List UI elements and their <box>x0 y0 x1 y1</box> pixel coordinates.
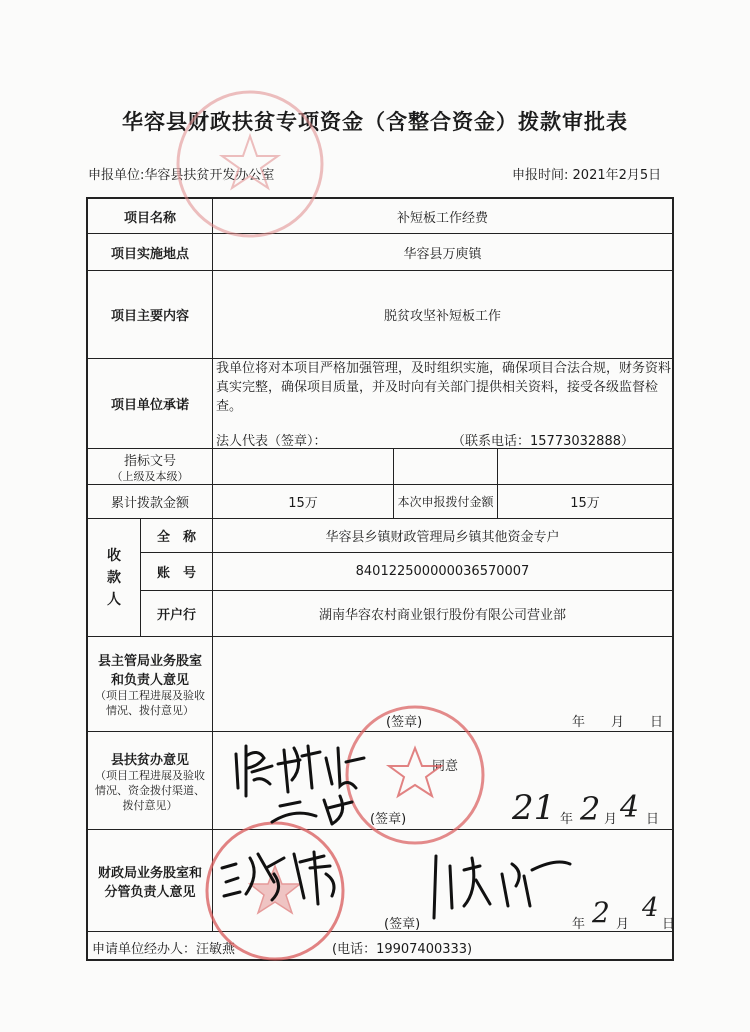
county-dept-sign: (签章) <box>386 715 423 730</box>
county-dept-label-2: 和负责人意见 <box>110 673 189 688</box>
top-seal-stamp <box>170 84 330 244</box>
poverty-office-date-day: 4 <box>620 790 640 825</box>
finance-cell <box>88 830 212 931</box>
footer-handler: 申请单位经办人：汪敏燕 <box>92 942 236 957</box>
poverty-office-sub: （项目工程进展及验收情况、资金拨付渠道、拨付意见） <box>95 768 205 812</box>
doc-no-label: 指标文号 <box>123 453 176 469</box>
payee-account-value: 840122500000036570007 <box>355 564 530 579</box>
location-value: 华容县万庾镇 <box>403 246 482 262</box>
current-amount-value: 15万 <box>570 496 600 511</box>
project-name-value: 补短板工作经费 <box>396 210 488 226</box>
poverty-office-y: 年 <box>560 812 574 827</box>
payee-label: 收款人 <box>107 547 121 608</box>
applicant-unit-label: 申报单位: <box>88 168 145 183</box>
poverty-office-sign: (签章) <box>370 812 407 827</box>
content-label: 项目主要内容 <box>110 309 189 324</box>
county-dept-sub: （项目工程进展及验收情况、拨付意见） <box>95 689 205 717</box>
apply-date <box>512 164 661 183</box>
finance-handwritten-signature-2 <box>420 846 580 924</box>
finance-label-2: 分管负责人意见 <box>104 884 196 900</box>
table-border-bottom <box>86 959 674 961</box>
row-line <box>86 931 674 932</box>
legal-rep-label: 法人代表（签章）： <box>216 434 327 449</box>
payee-bank-value: 湖南华容农村商业银行股份有限公司营业部 <box>318 608 566 623</box>
promise-label: 项目单位承诺 <box>110 398 189 413</box>
county-dept-label-1: 县主管局业务股室 <box>97 654 202 669</box>
poverty-office-date-year: 21 <box>512 788 556 828</box>
location-label: 项目实施地点 <box>110 246 189 262</box>
doc-no-sub: （上级及本级） <box>111 469 189 483</box>
applicant-unit-value: 华容县扶贫开发办公室 <box>144 168 275 183</box>
poverty-office-handwritten-signature <box>228 736 388 828</box>
promise-text: 我单位将对本项目严格加强管理，及时组织实施，确保项目合法合规，财务资料真实完整，确保项目质量，并及时向有关部门提供相关资料，接受各级监督检查。 <box>216 361 672 414</box>
apply-date-label: 申报时间: <box>512 168 569 183</box>
poverty-office-d: 日 <box>646 812 660 827</box>
footer-phone: (电话：19907400333) <box>332 942 473 957</box>
payee-account-label: 账 号 <box>156 566 196 581</box>
form-title: 华容县财政扶贫专项资金（含整合资金）拨款审批表 <box>122 110 628 134</box>
total-amount-value: 15万 <box>288 496 318 511</box>
apply-date-value: 2021年2月5日 <box>572 168 662 183</box>
payee-name-value: 华容县乡镇财政管理局乡镇其他资金专户 <box>325 530 560 545</box>
poverty-office-m: 月 <box>604 812 618 827</box>
poverty-office-cell <box>88 732 212 829</box>
finance-date-day: 4 <box>642 893 659 923</box>
finance-m: 月 <box>616 917 630 932</box>
project-name-label: 项目名称 <box>123 210 176 226</box>
finance-handwritten-signature-1 <box>214 838 364 926</box>
doc-no-cell <box>88 449 212 484</box>
content-value: 脱贫攻坚补短板工作 <box>383 309 501 324</box>
payee-name-label: 全 称 <box>156 530 196 545</box>
payee-bank-label: 开户行 <box>156 608 196 623</box>
finance-label-1: 财政局业务股室和 <box>97 865 202 881</box>
table-border-right <box>672 197 674 961</box>
county-dept-cell <box>88 637 212 731</box>
finance-date-month: 2 <box>592 896 610 929</box>
finance-y: 年 <box>572 917 586 932</box>
poverty-office-agree: 同意 <box>432 759 459 774</box>
finance-sign: (签章) <box>384 917 421 932</box>
county-dept-date: 年 月 日 <box>572 715 664 730</box>
total-amount-label: 累计拨款金额 <box>110 496 189 511</box>
poverty-office-label: 县扶贫办意见 <box>110 752 189 768</box>
finance-d: 日 <box>662 917 676 932</box>
poverty-office-date-month: 2 <box>580 790 601 828</box>
promise-phone: （联系电话：15773032888） <box>452 434 634 449</box>
current-amount-label: 本次申报拨付金额 <box>397 495 494 509</box>
